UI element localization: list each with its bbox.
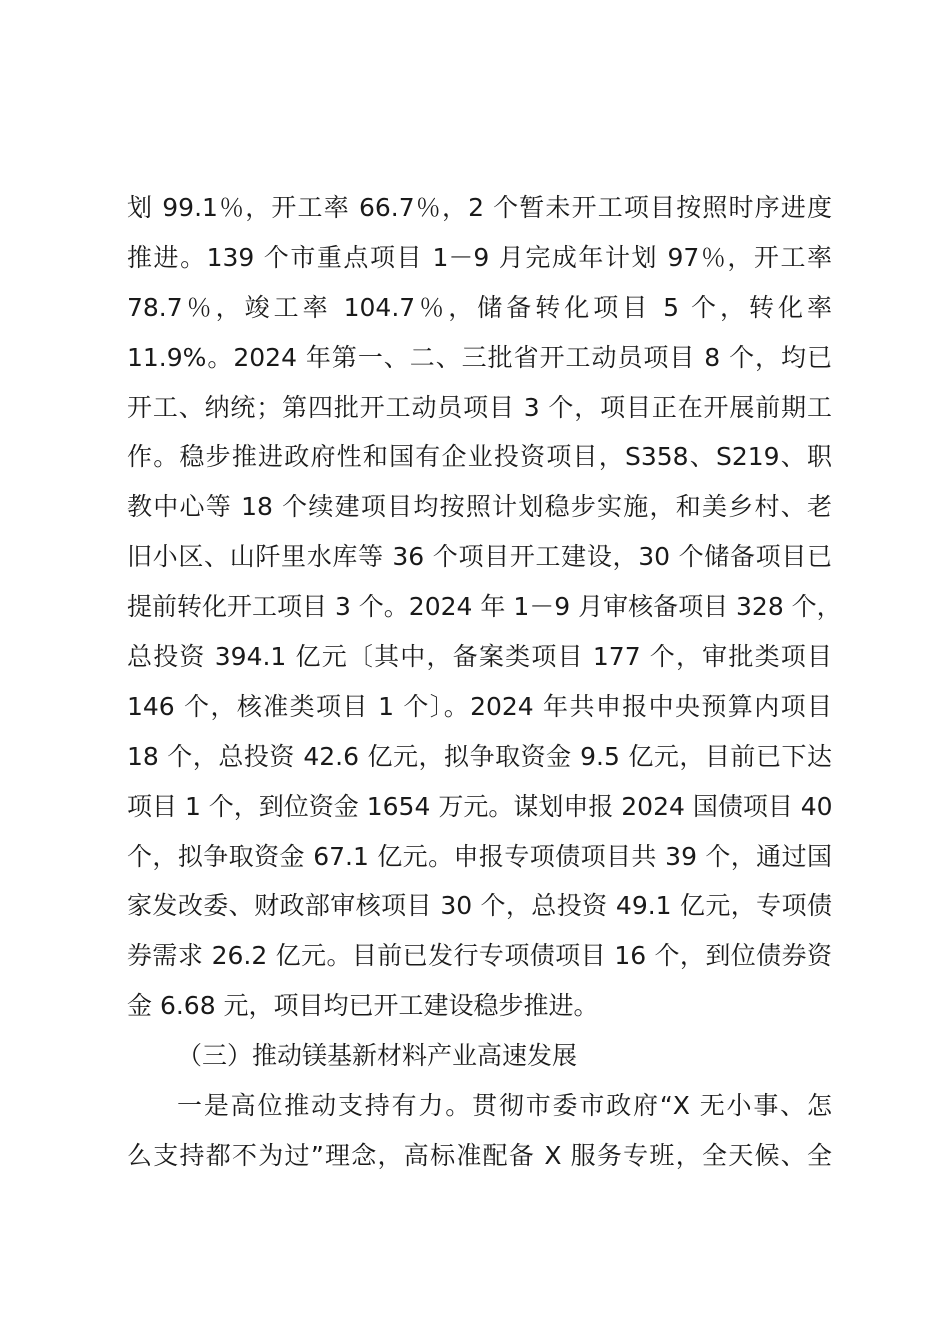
text-line: 一是高位推动支持有力。贯彻市委市政府“X 无小事、怎 bbox=[177, 1091, 832, 1121]
text-line: 开工、纳统；第四批开工动员项目 3 个，项目正在开展前期工 bbox=[127, 392, 832, 422]
text-line: 家发改委、财政部审核项目 30 个，总投资 49.1 亿元，专项债 bbox=[127, 891, 832, 921]
text-line: 11.9%。2024 年第一、二、三批省开工动员项目 8 个，均已 bbox=[127, 342, 832, 372]
text-line: 教中心等 18 个续建项目均按照计划稳步实施，和美乡村、老 bbox=[127, 492, 832, 522]
text-line: 总投资 394.1 亿元〔其中，备案类项目 177 个，审批类项目 bbox=[127, 642, 832, 672]
text-line: 旧小区、山阡里水库等 36 个项目开工建设，30 个储备项目已 bbox=[127, 542, 832, 572]
text-line: 146 个，核准类项目 1 个〕。2024 年共申报中央预算内项目 bbox=[127, 691, 832, 721]
text-line: 作。稳步推进政府性和国有企业投资项目，S358、S219、职 bbox=[127, 442, 832, 472]
text-line: 78.7％，竣工率 104.7％，储备转化项目 5 个，转化率 bbox=[127, 292, 832, 322]
text-line: 划 99.1％，开工率 66.7％，2 个暂未开工项目按照时序进度 bbox=[127, 193, 832, 222]
text-line: 推进。139 个市重点项目 1－9 月完成年计划 97％，开工率 bbox=[127, 242, 832, 272]
text-line: 18 个，总投资 42.6 亿元，拟争取资金 9.5 亿元，目前已下达 bbox=[127, 741, 832, 771]
text-line: 么支持都不为过”理念，高标准配备 X 服务专班，全天候、全 bbox=[127, 1140, 832, 1170]
text-line: 项目 1 个，到位资金 1654 万元。谋划申报 2024 国债项目 40 bbox=[127, 791, 833, 821]
section-heading: （三）推动镁基新材料产业高速发展 bbox=[177, 1041, 578, 1071]
text-line: 提前转化开工项目 3 个。2024 年 1－9 月审核备项目 328 个， bbox=[127, 592, 842, 622]
document-body bbox=[127, 183, 842, 1181]
text-line: 个，拟争取资金 67.1 亿元。申报专项债项目共 39 个，通过国 bbox=[127, 841, 832, 871]
text-line: 金 6.68 元，项目均已开工建设稳步推进。 bbox=[127, 991, 599, 1021]
text-line: 券需求 26.2 亿元。目前已发行专项债项目 16 个，到位债券资 bbox=[127, 941, 832, 971]
